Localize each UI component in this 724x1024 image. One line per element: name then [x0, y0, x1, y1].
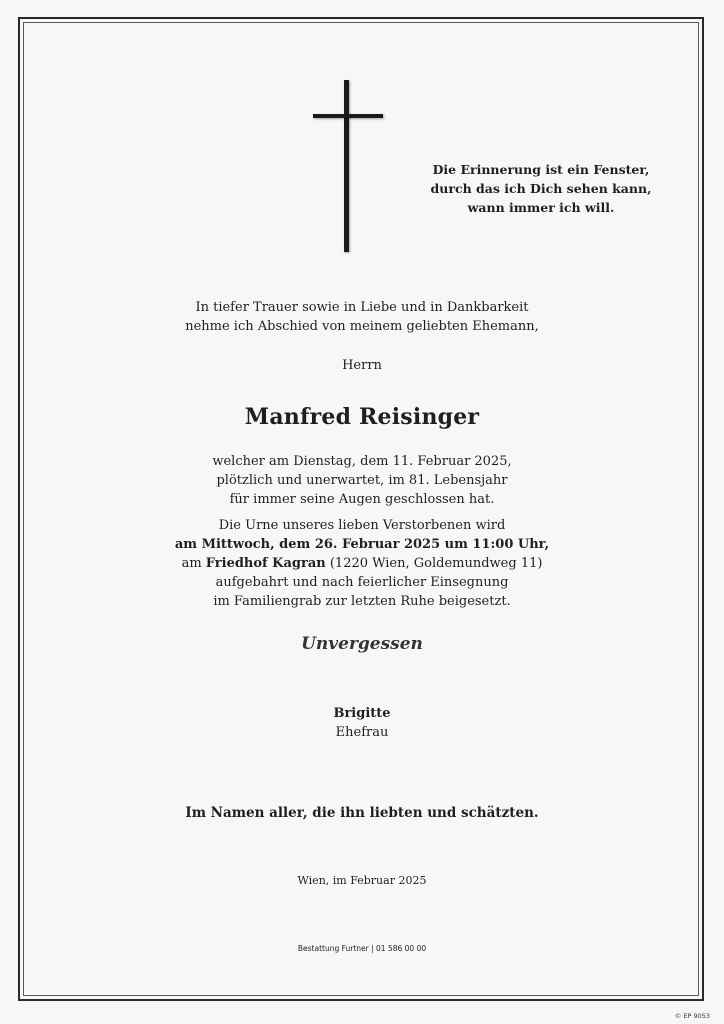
death-notice	[0, 452, 724, 509]
death-line: welcher am Dienstag, dem 11. Februar 2025,	[212, 454, 512, 469]
memorial-quote	[425, 160, 657, 217]
intro-text	[0, 298, 724, 336]
funeral-line-prefix: am	[181, 556, 206, 571]
unvergessen-script: Unvergessen	[301, 634, 423, 654]
funeral-line: Die Urne unseres lieben Verstorbenen wird	[218, 518, 506, 533]
deceased-name: Manfred Reisinger	[244, 404, 480, 430]
salutation: Herrn	[342, 358, 382, 373]
cemetery-address: (1220 Wien, Goldemundweg 11)	[325, 556, 543, 571]
intro-line: nehme ich Abschied von meinem geliebten Ehemann,	[185, 319, 539, 334]
quote-line: wann immer ich will.	[467, 200, 615, 215]
intro-line: In tiefer Trauer sowie in Liebe und in Dankbarkeit	[195, 300, 529, 315]
funeral-line	[0, 554, 724, 573]
funeral-line: im Familiengrab zur letzten Ruhe beigesetzt.	[213, 594, 511, 609]
death-line: für immer seine Augen geschlossen hat.	[229, 492, 495, 507]
quote-line: durch das ich Dich sehen kann,	[430, 181, 652, 196]
signer-block	[0, 704, 724, 742]
copyright-mark: © EP 9053	[674, 1012, 710, 1020]
funeral-date: am Mittwoch, dem 26. Februar 2025 um 11:00 Uhr,	[174, 537, 550, 552]
cross-horizontal-bar	[313, 114, 383, 118]
funeral-details	[0, 516, 724, 611]
funeral-line	[0, 535, 724, 554]
closing-line: Im Namen aller, die ihn liebten und schätzten.	[185, 805, 539, 821]
quote-line: Die Erinnerung ist ein Fenster,	[432, 162, 650, 177]
funeral-home-footer: Bestattung Furtner | 01 586 00 00	[297, 944, 427, 953]
place-date: Wien, im Februar 2025	[297, 874, 427, 887]
signer-relation: Ehefrau	[335, 725, 389, 740]
signer-name: Brigitte	[333, 706, 391, 721]
funeral-line: aufgebahrt und nach feierlicher Einsegnung	[215, 575, 509, 590]
cross-vertical-bar	[344, 80, 349, 252]
cemetery-name: Friedhof Kagran	[205, 556, 326, 571]
death-line: plötzlich und unerwartet, im 81. Lebensjahr	[216, 473, 508, 488]
